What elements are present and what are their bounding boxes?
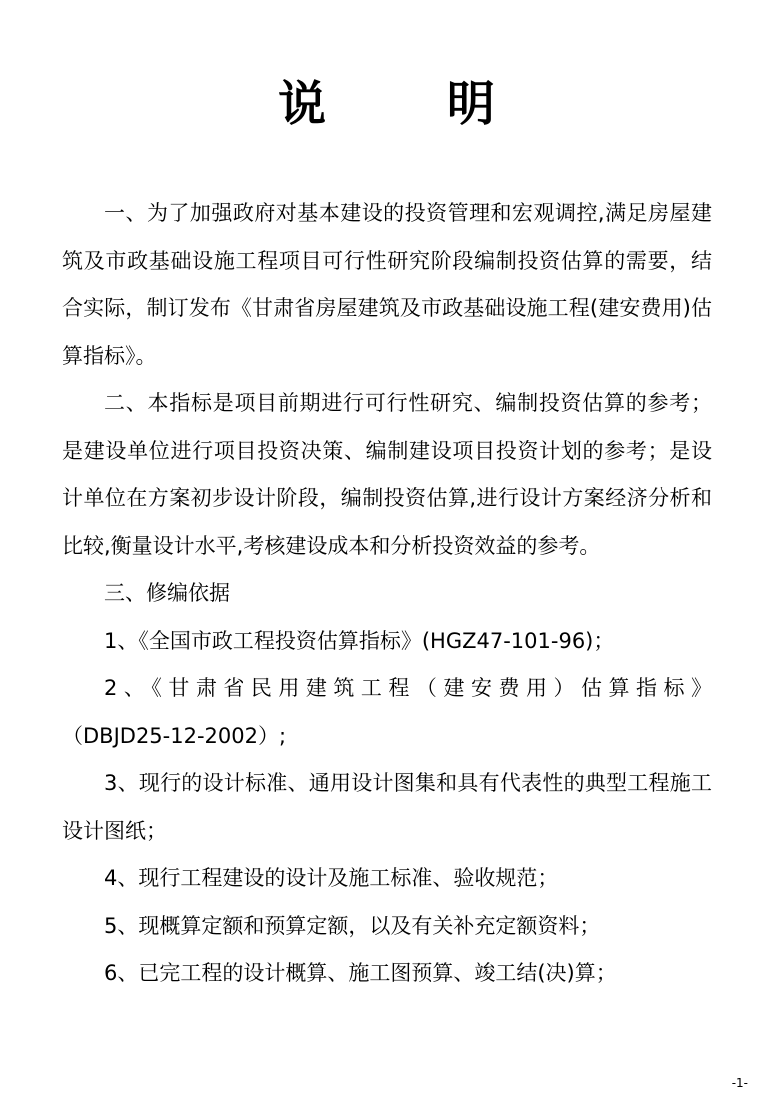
document-body [62, 190, 712, 998]
page-number: -1- [731, 1076, 748, 1090]
paragraph-basis-4: 4、现行工程建设的设计及施工标准、验收规范； [104, 866, 559, 890]
paragraph-basis-2: 2、《甘肃省民用建筑工程（建安费用）估算指标》 [104, 676, 712, 700]
paragraph-purpose: 一、为了加强政府对基本建设的投资管理和宏观调控,满足房屋建筑及市政基础设施工程项目可行性研究阶段编制投资估算的需要，结合实际，制订发布《甘肃省房屋建筑及市政基础设施工程(建安费用)估算指标》。 [62, 201, 712, 368]
paragraph-basis-5: 5、现概算定额和预算定额，以及有关补充定额资料； [104, 913, 601, 938]
paragraph-basis-2-code: （DBJD25-12-2002）; [62, 723, 287, 748]
paragraph-basis-6: 6、已完工程的设计概算、施工图预算、竣工结(决)算； [104, 961, 617, 985]
paragraph-usage: 二、本指标是项目前期进行可行性研究、编制投资估算的参考；是建设单位进行项目投资决策、编制建设项目投资计划的参考；是设计单位在方案初步设计阶段，编制投资估算,进行设计方案经济分析和比较,衡量设计水平,考核建设成本和分析投资效益的参考。 [62, 391, 712, 558]
paragraph-basis-heading: 三、修编依据 [104, 581, 230, 605]
paragraph-basis-1: 1、《全国市政工程投资估算指标》(HGZ47-101-96)； [104, 628, 615, 653]
paragraph-basis-3: 3、现行的设计标准、通用设计图集和具有代表性的典型工程施工设计图纸； [62, 771, 712, 843]
page-title: 说 明 [278, 76, 547, 132]
